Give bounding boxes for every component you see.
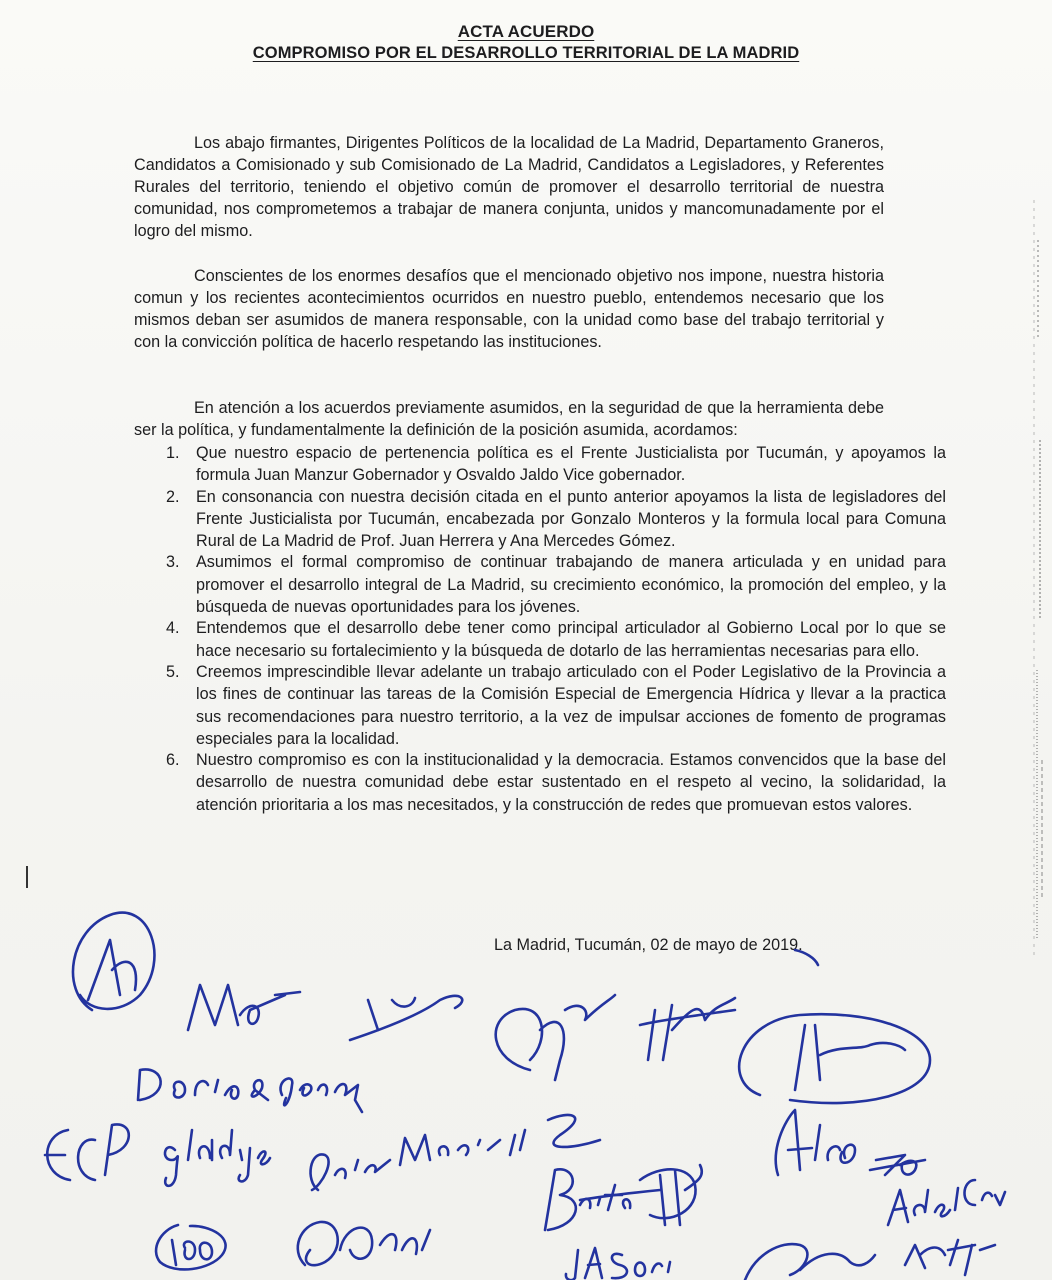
signature-4 bbox=[496, 995, 615, 1080]
document-title: ACTA ACUERDO bbox=[457, 22, 595, 41]
signature-13 bbox=[298, 1222, 430, 1265]
place-and-date: La Madrid, Tucumán, 02 de mayo de 2019. bbox=[494, 936, 803, 954]
signature-12 bbox=[156, 1225, 226, 1269]
signature-1 bbox=[73, 913, 154, 1010]
list-item-number: 5. bbox=[166, 662, 180, 681]
list-item-text: En consonancia con nuestra decisión citada en el punto anterior apoyamos la lista de legisladores del Frente Justicialista por Tucumán, encabezada por Gonzalo Monteros y la formula local para Comuna Rural de La Madrid de Prof. Juan Herrera y Ana Mercedes Gómez. bbox=[196, 487, 946, 551]
paragraph-context: Conscientes de los enormes desafíos que el mencionado objetivo nos impone, nuestra historia comun y los recientes acontecimientos ocurridos en nuestro pueblo, entendemos necesario que los mismos deban ser asumidos de manera responsable, con la unidad como base del trabajo territorial y con la convicción política de hacerlo respetando las instituciones. bbox=[134, 267, 884, 352]
signature-gladys bbox=[165, 1130, 270, 1186]
signature-7 bbox=[45, 1124, 129, 1180]
list-item-text: Que nuestro espacio de pertenencia política es el Frente Justicialista por Tucumán, y apoyamos la formula Juan Manzur Gobernador y Osvaldo Jaldo Vice gobernador. bbox=[196, 444, 946, 485]
list-item-text: Nuestro compromiso es con la institucionalidad y la democracia. Estamos convencidos que la base del desarrollo de nuestra comunidad debe estar sustentado en el respeto al vecino, la solidaridad, la atención prioritaria a los mas necesitados, y la construcción de redes que promuevan estos valores. bbox=[196, 751, 946, 814]
signature-3 bbox=[350, 996, 462, 1040]
signature-9 bbox=[776, 1110, 855, 1175]
signature-adela-cruz bbox=[888, 1180, 1005, 1225]
signature-11 bbox=[640, 1165, 702, 1225]
paragraph-intro: Los abajo firmantes, Dirigentes Políticos de la localidad de La Madrid, Departamento Graneros, Candidatos a Comisionado y sub Comisionado de La Madrid, Candidatos a Legisladores, y Referentes Rurales del territorio, teniendo el objetivo común de promover el desarrollo territorial de nuestra comunidad, nos comprometemos a trabajar de manera conjunta, unidos y mancomunadamente por el logro del mismo. bbox=[134, 134, 884, 241]
signature-isabel-masis bbox=[311, 1130, 525, 1190]
list-item-number: 3. bbox=[166, 553, 180, 572]
signature-5 bbox=[640, 998, 735, 1060]
list-item-text: Entendemos que el desarrollo debe tener como principal articulador al Gobierno Local por lo que se hace necesario su fortalecimiento y la búsqueda de dotarlo de las herramientas necesarias para ello. bbox=[196, 619, 946, 660]
list-item-number: 6. bbox=[166, 751, 180, 770]
list-item-text: Asumimos el formal compromiso de continuar trabajando de manera articulada y en unidad para promover el desarrollo integral de La Madrid, su crecimiento económico, la promoción del empleo, y la búsqueda de nuevas oportunidades para los jóvenes. bbox=[196, 553, 946, 617]
signature-14 bbox=[745, 1244, 875, 1280]
signature-6 bbox=[739, 1014, 930, 1103]
signature-2 bbox=[188, 985, 300, 1030]
list-item-number: 4. bbox=[166, 619, 180, 638]
document-subtitle: COMPROMISO POR EL DESARROLLO TERRITORIAL DE LA MADRID bbox=[252, 44, 800, 62]
signature-10 bbox=[870, 1155, 925, 1175]
signature-8 bbox=[548, 1115, 600, 1147]
list-item-number: 1. bbox=[166, 444, 180, 462]
pen-stroke bbox=[795, 950, 818, 965]
list-item-number: 2. bbox=[166, 487, 180, 506]
signature-jasoriz bbox=[566, 1248, 670, 1280]
list-item-text: Creemos imprescindible llevar adelante un trabajo articulado con el Poder Legislativo de la Provincia a los fines de continuar las tareas de la Comisión Especial de Emergencia Hídrica y llevar a la practica sus recomendaciones para nuestro territorio, a la vez de impulsar acciones de fomento de programas especiales para la localidad. bbox=[196, 662, 946, 748]
paragraph-agreement: En atención a los acuerdos previamente asumidos, en la seguridad de que la herramienta debe ser la política, y fundamentalmente la definición de la posición asumida, acordamos: bbox=[134, 399, 884, 440]
signature-15 bbox=[905, 1240, 995, 1275]
signature-doris-gerez bbox=[138, 1069, 362, 1112]
